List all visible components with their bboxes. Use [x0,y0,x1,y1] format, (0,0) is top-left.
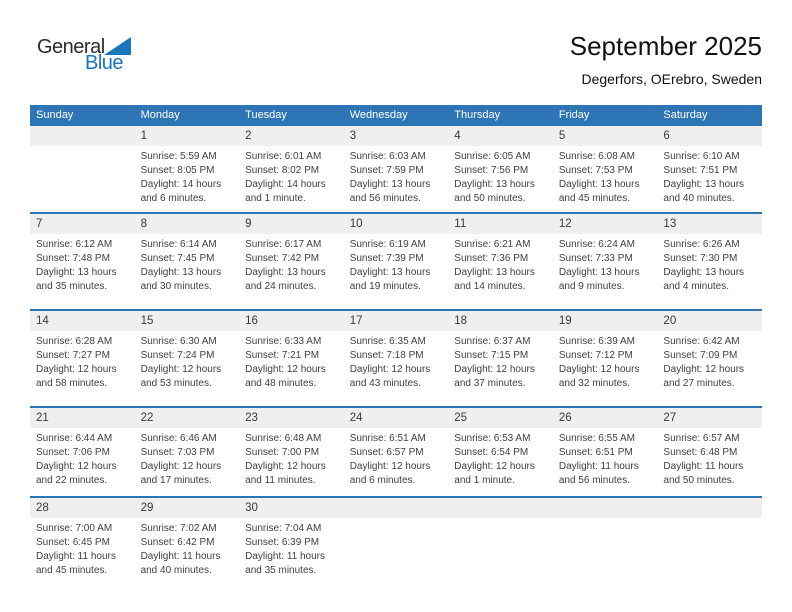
daylight-text: Daylight: 12 hours [663,364,745,375]
day-number: 26 [553,408,658,428]
day-details [553,428,658,488]
day-number [30,126,135,146]
daylight-text-cont: and 1 minute. [454,475,515,486]
day-details [135,234,240,294]
day-details [239,428,344,488]
sunrise-text: Sunrise: 6:42 AM [663,336,740,347]
sunset-text: Sunset: 7:42 PM [245,253,320,264]
daylight-text-cont: and 53 minutes. [140,378,212,389]
sunset-text: Sunset: 7:59 PM [349,165,424,176]
daylight-text-cont: and 6 minutes. [349,475,416,486]
daylight-text-cont: and 40 minutes. [140,565,212,576]
title-block [570,30,762,89]
sunset-text: Sunset: 7:09 PM [663,350,738,361]
day-cell-23 [239,408,344,496]
day-cell-empty [30,126,135,212]
daylight-text-cont: and 32 minutes. [558,378,631,389]
day-cell-25 [448,408,553,496]
day-number: 3 [344,126,449,146]
day-number: 16 [239,311,344,331]
page-subtitle: Degerfors, OErebro, Sweden [581,71,762,87]
day-cell-9 [239,214,344,309]
day-details [239,146,344,206]
sunrise-text: Sunrise: 6:46 AM [140,433,217,444]
day-number: 17 [344,311,449,331]
day-details [135,331,240,391]
day-number: 24 [344,408,449,428]
daylight-text: Daylight: 12 hours [36,364,117,375]
week-row-1 [30,126,762,212]
day-cell-17 [344,311,449,406]
day-details [344,234,449,294]
week-row-2 [30,212,762,309]
day-cell-13 [657,214,762,309]
day-details [553,234,658,294]
day-details [657,428,762,488]
daylight-text-cont: and 14 minutes. [454,281,526,292]
weekday-header-sunday: Sunday [36,109,74,121]
sunset-text: Sunset: 6:48 PM [663,447,738,458]
sunset-text: Sunset: 6:51 PM [558,447,633,458]
daylight-text-cont: and 11 minutes. [245,475,316,486]
day-cell-28 [30,498,135,583]
day-number: 2 [239,126,344,146]
day-details [30,331,135,391]
week-row-3 [30,309,762,406]
week-row-4 [30,406,762,496]
day-cell-empty [448,498,553,583]
sunrise-text: Sunrise: 6:26 AM [663,239,740,250]
sunrise-text: Sunrise: 6:17 AM [245,239,322,250]
daylight-text: Daylight: 12 hours [140,364,222,375]
day-details [135,518,240,578]
day-details [448,331,553,391]
day-cell-16 [239,311,344,406]
daylight-text: Daylight: 11 hours [663,461,744,472]
day-details [239,518,344,578]
calendar-table [30,105,762,583]
day-details [344,518,449,522]
sunrise-text: Sunrise: 6:10 AM [663,151,740,162]
sunrise-text: Sunrise: 7:02 AM [140,523,217,534]
daylight-text-cont: and 48 minutes. [245,378,317,389]
weekday-header-saturday: Saturday [663,109,708,121]
sunrise-text: Sunrise: 6:44 AM [36,433,113,444]
day-cell-12 [553,214,658,309]
sunrise-text: Sunrise: 6:39 AM [558,336,635,347]
day-details [657,146,762,206]
sunrise-text: Sunrise: 6:51 AM [349,433,426,444]
day-cell-19 [553,311,658,406]
day-cell-10 [344,214,449,309]
day-cell-22 [135,408,240,496]
daylight-text: Daylight: 13 hours [349,267,431,278]
sunrise-text: Sunrise: 6:28 AM [36,336,113,347]
day-number: 9 [239,214,344,234]
daylight-text: Daylight: 13 hours [663,179,745,190]
sunset-text: Sunset: 6:45 PM [36,537,110,548]
sunrise-text: Sunrise: 6:48 AM [245,433,322,444]
sunset-text: Sunset: 7:48 PM [36,253,110,264]
sunset-text: Sunset: 7:06 PM [36,447,110,458]
day-number [448,498,553,518]
weekday-header-thursday: Thursday [454,109,501,121]
day-number: 27 [657,408,762,428]
daylight-text: Daylight: 14 hours [245,179,326,190]
day-number: 6 [657,126,762,146]
sunset-text: Sunset: 7:45 PM [140,253,215,264]
day-number: 11 [448,214,553,234]
sunset-text: Sunset: 8:05 PM [140,165,215,176]
day-cell-14 [30,311,135,406]
daylight-text-cont: and 50 minutes. [663,475,735,486]
daylight-text: Daylight: 12 hours [245,461,326,472]
daylight-text: Daylight: 13 hours [454,179,535,190]
day-details [553,331,658,391]
day-number: 13 [657,214,762,234]
sunset-text: Sunset: 6:54 PM [454,447,529,458]
daylight-text-cont: and 30 minutes. [140,281,212,292]
weekday-header-monday: Monday [140,109,180,121]
sunset-text: Sunset: 7:30 PM [663,253,738,264]
day-details [448,146,553,206]
day-number: 8 [135,214,240,234]
day-number: 7 [30,214,135,234]
daylight-text: Daylight: 13 hours [349,179,431,190]
sunset-text: Sunset: 7:27 PM [36,350,110,361]
daylight-text-cont: and 37 minutes. [454,378,526,389]
sunset-text: Sunset: 6:57 PM [349,447,424,458]
daylight-text: Daylight: 11 hours [245,551,325,562]
day-cell-20 [657,311,762,406]
sunset-text: Sunset: 8:02 PM [245,165,320,176]
day-number: 18 [448,311,553,331]
daylight-text-cont: and 43 minutes. [349,378,421,389]
day-number [344,498,449,518]
weekday-header-tuesday: Tuesday [245,109,287,121]
day-number: 23 [239,408,344,428]
daylight-text: Daylight: 13 hours [245,267,326,278]
day-details [657,331,762,391]
daylight-text: Daylight: 13 hours [663,267,745,278]
daylight-text-cont: and 22 minutes. [36,475,108,486]
sunset-text: Sunset: 6:39 PM [245,537,320,548]
day-number: 15 [135,311,240,331]
day-number: 20 [657,311,762,331]
daylight-text: Daylight: 13 hours [454,267,535,278]
daylight-text-cont: and 17 minutes. [140,475,212,486]
sunrise-text: Sunrise: 6:05 AM [454,151,531,162]
day-details [448,234,553,294]
daylight-text-cont: and 27 minutes. [663,378,735,389]
day-number: 4 [448,126,553,146]
day-details [553,146,658,206]
sunrise-text: Sunrise: 6:53 AM [454,433,531,444]
day-cell-24 [344,408,449,496]
daylight-text-cont: and 50 minutes. [454,193,526,204]
daylight-text: Daylight: 11 hours [140,551,221,562]
day-cell-5 [553,126,658,212]
daylight-text-cont: and 45 minutes. [558,193,631,204]
sunrise-text: Sunrise: 7:00 AM [36,523,113,534]
daylight-text-cont: and 1 minute. [245,193,306,204]
day-details [30,234,135,294]
sunrise-text: Sunrise: 6:57 AM [663,433,740,444]
day-cell-4 [448,126,553,212]
sunset-text: Sunset: 7:56 PM [454,165,529,176]
day-number: 25 [448,408,553,428]
day-details [239,331,344,391]
sunset-text: Sunset: 7:39 PM [349,253,424,264]
day-cell-8 [135,214,240,309]
daylight-text-cont: and 58 minutes. [36,378,108,389]
sunset-text: Sunset: 7:33 PM [558,253,633,264]
day-cell-27 [657,408,762,496]
sunrise-text: Sunrise: 6:37 AM [454,336,531,347]
day-details [657,518,762,522]
sunrise-text: Sunrise: 6:12 AM [36,239,113,250]
day-cell-empty [553,498,658,583]
daylight-text: Daylight: 12 hours [36,461,117,472]
sunset-text: Sunset: 7:18 PM [349,350,424,361]
logo-text-blue: Blue [85,52,124,74]
daylight-text-cont: and 35 minutes. [36,281,108,292]
daylight-text-cont: and 19 minutes. [349,281,421,292]
weeks-container [30,126,762,583]
day-cell-30 [239,498,344,583]
day-cell-6 [657,126,762,212]
sunrise-text: Sunrise: 6:08 AM [558,151,635,162]
day-number: 29 [135,498,240,518]
day-cell-empty [657,498,762,583]
day-cell-26 [553,408,658,496]
daylight-text: Daylight: 12 hours [454,461,535,472]
sunset-text: Sunset: 7:03 PM [140,447,215,458]
daylight-text: Daylight: 13 hours [36,267,117,278]
day-details [30,146,135,150]
daylight-text: Daylight: 13 hours [558,179,640,190]
sunrise-text: Sunrise: 5:59 AM [140,151,217,162]
day-number: 21 [30,408,135,428]
daylight-text: Daylight: 12 hours [349,461,431,472]
daylight-text-cont: and 9 minutes. [558,281,625,292]
day-details [239,234,344,294]
sunset-text: Sunset: 6:42 PM [140,537,215,548]
day-number: 14 [30,311,135,331]
day-cell-21 [30,408,135,496]
daylight-text-cont: and 35 minutes. [245,565,317,576]
day-number: 28 [30,498,135,518]
sunset-text: Sunset: 7:51 PM [663,165,738,176]
day-details [553,518,658,522]
day-number: 12 [553,214,658,234]
day-number: 10 [344,214,449,234]
day-details [135,146,240,206]
weekday-header-friday: Friday [558,109,590,121]
daylight-text: Daylight: 12 hours [245,364,326,375]
daylight-text: Daylight: 12 hours [558,364,640,375]
daylight-text: Daylight: 12 hours [140,461,222,472]
sunrise-text: Sunrise: 6:21 AM [454,239,531,250]
day-details [135,428,240,488]
sunset-text: Sunset: 7:24 PM [140,350,215,361]
day-cell-15 [135,311,240,406]
daylight-text-cont: and 6 minutes. [140,193,207,204]
day-number: 1 [135,126,240,146]
day-cell-29 [135,498,240,583]
day-number [553,498,658,518]
daylight-text-cont: and 45 minutes. [36,565,108,576]
sunset-text: Sunset: 7:12 PM [558,350,633,361]
daylight-text: Daylight: 13 hours [558,267,640,278]
day-number: 22 [135,408,240,428]
daylight-text-cont: and 56 minutes. [349,193,421,204]
daylight-text-cont: and 40 minutes. [663,193,735,204]
day-details [30,428,135,488]
day-details [344,331,449,391]
sunrise-text: Sunrise: 6:30 AM [140,336,217,347]
day-number [657,498,762,518]
sunrise-text: Sunrise: 6:01 AM [245,151,322,162]
day-cell-2 [239,126,344,212]
general-blue-logo [37,37,131,73]
daylight-text-cont: and 24 minutes. [245,281,317,292]
sunrise-text: Sunrise: 6:24 AM [558,239,635,250]
day-cell-1 [135,126,240,212]
sunset-text: Sunset: 7:53 PM [558,165,633,176]
day-details [448,518,553,522]
sunrise-text: Sunrise: 6:35 AM [349,336,426,347]
daylight-text: Daylight: 12 hours [349,364,431,375]
daylight-text-cont: and 56 minutes. [558,475,631,486]
day-number: 5 [553,126,658,146]
day-details [344,428,449,488]
sunrise-text: Sunrise: 6:19 AM [349,239,426,250]
sunrise-text: Sunrise: 6:33 AM [245,336,322,347]
daylight-text-cont: and 4 minutes. [663,281,730,292]
daylight-text: Daylight: 11 hours [558,461,639,472]
sunrise-text: Sunrise: 6:14 AM [140,239,217,250]
daylight-text: Daylight: 12 hours [454,364,535,375]
sunrise-text: Sunrise: 6:55 AM [558,433,635,444]
day-cell-empty [344,498,449,583]
sunset-text: Sunset: 7:15 PM [454,350,529,361]
day-details [448,428,553,488]
day-details [344,146,449,206]
day-cell-3 [344,126,449,212]
daylight-text: Daylight: 14 hours [140,179,222,190]
daylight-text: Daylight: 11 hours [36,551,116,562]
sunset-text: Sunset: 7:00 PM [245,447,320,458]
day-details [657,234,762,294]
logo-text-general: General [37,36,105,58]
page-title: September 2025 [569,31,762,61]
day-details [30,518,135,578]
sunrise-text: Sunrise: 7:04 AM [245,523,322,534]
weekday-header-row [30,105,762,126]
day-cell-11 [448,214,553,309]
week-row-5 [30,496,762,583]
sunset-text: Sunset: 7:36 PM [454,253,529,264]
day-number: 19 [553,311,658,331]
day-cell-7 [30,214,135,309]
sunrise-text: Sunrise: 6:03 AM [349,151,426,162]
sunset-text: Sunset: 7:21 PM [245,350,320,361]
weekday-header-wednesday: Wednesday [349,109,408,121]
daylight-text: Daylight: 13 hours [140,267,222,278]
day-cell-18 [448,311,553,406]
day-number: 30 [239,498,344,518]
